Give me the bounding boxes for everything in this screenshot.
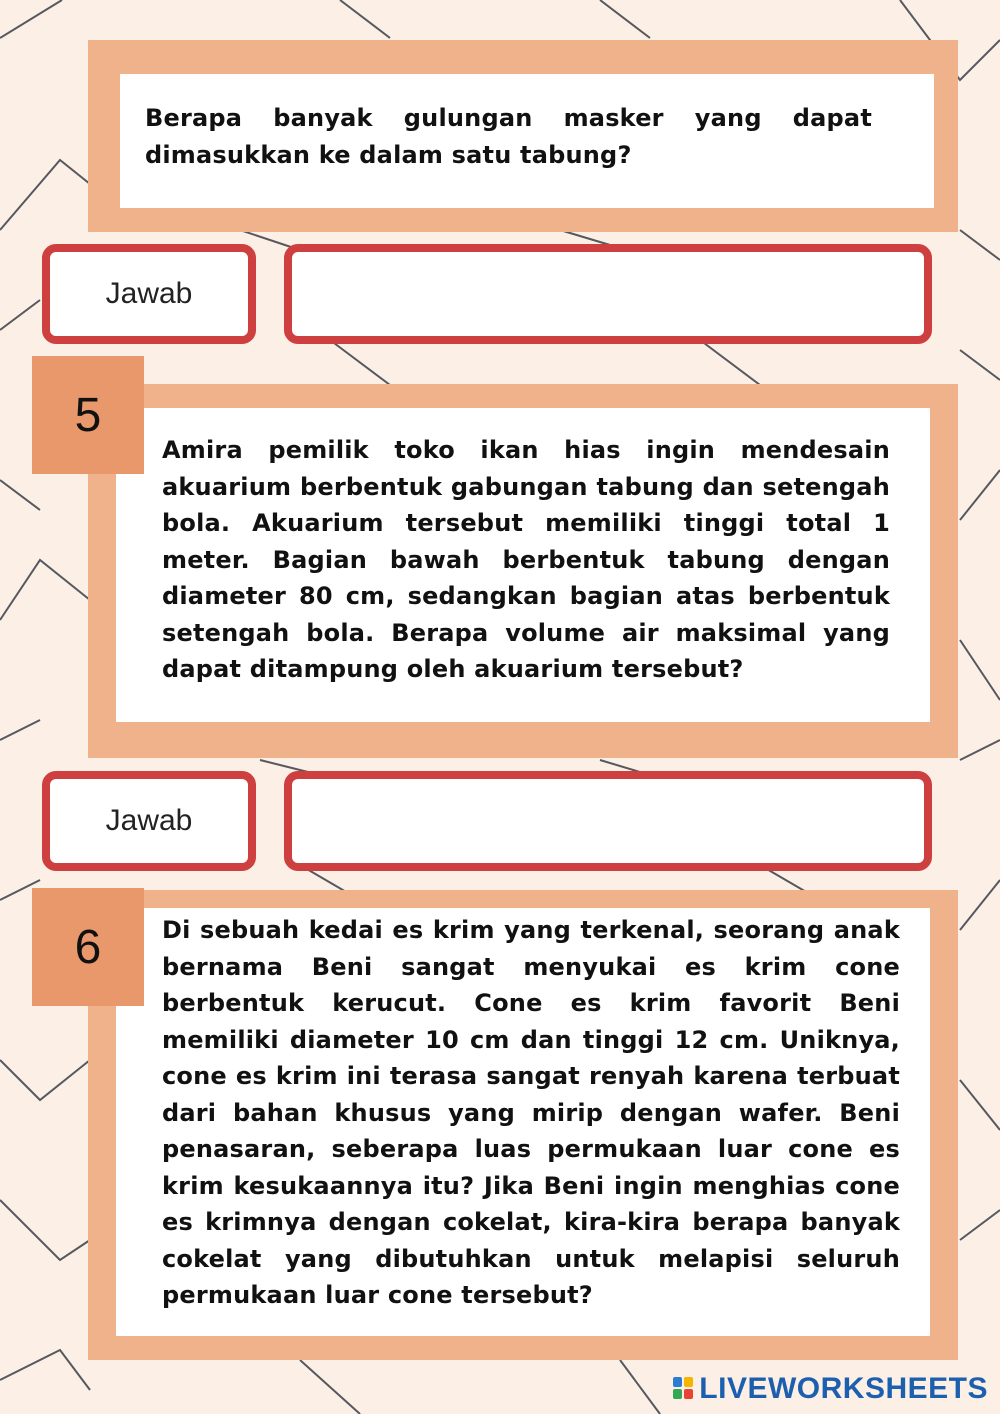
answer-input-1[interactable]: [284, 244, 932, 344]
liveworksheets-logo-icon: [673, 1377, 695, 1401]
question-6-number: 6: [32, 888, 144, 1006]
answer-input-2[interactable]: [284, 771, 932, 871]
answer-label-1: Jawab: [42, 244, 256, 344]
answer-label-2: Jawab: [42, 771, 256, 871]
question-5-text: Amira pemilik toko ikan hias ingin mendesain akuarium berbentuk gabungan tabung dan setengah bola. Akuarium tersebut memiliki tinggi total 1 meter. Bagian bawah berbentuk tabung dengan diameter 80 cm, sedangkan bagian atas berbentuk setengah bola. Berapa volume air maksimal yang dapat ditampung oleh akuarium tersebut?: [162, 436, 890, 683]
liveworksheets-logo[interactable]: [673, 1372, 988, 1406]
question-6-text: Di sebuah kedai es krim yang terkenal, seorang anak bernama Beni sangat menyukai es krim cone berbentuk kerucut. Cone es krim favorit Beni memiliki diameter 10 cm dan tinggi 12 cm. Uniknya, cone es krim ini terasa sangat renyah karena terbuat dari bahan khusus yang mirip dengan wafer. Beni penasaran, seberapa luas permukaan luar cone es krim kesukaannya itu? Jika Beni ingin menghias cone es krimnya dengan cokelat, kira-kira berapa banyak cokelat yang dibutuhkan untuk melapisi seluruh permukaan luar cone tersebut?: [162, 916, 900, 1309]
question-4-text: Berapa banyak gulungan masker yang dapat dimasukkan ke dalam satu tabung?: [145, 104, 872, 169]
question-5-number: 5: [32, 356, 144, 474]
liveworksheets-logo-text: LIVEWORKSHEETS: [699, 1372, 988, 1405]
